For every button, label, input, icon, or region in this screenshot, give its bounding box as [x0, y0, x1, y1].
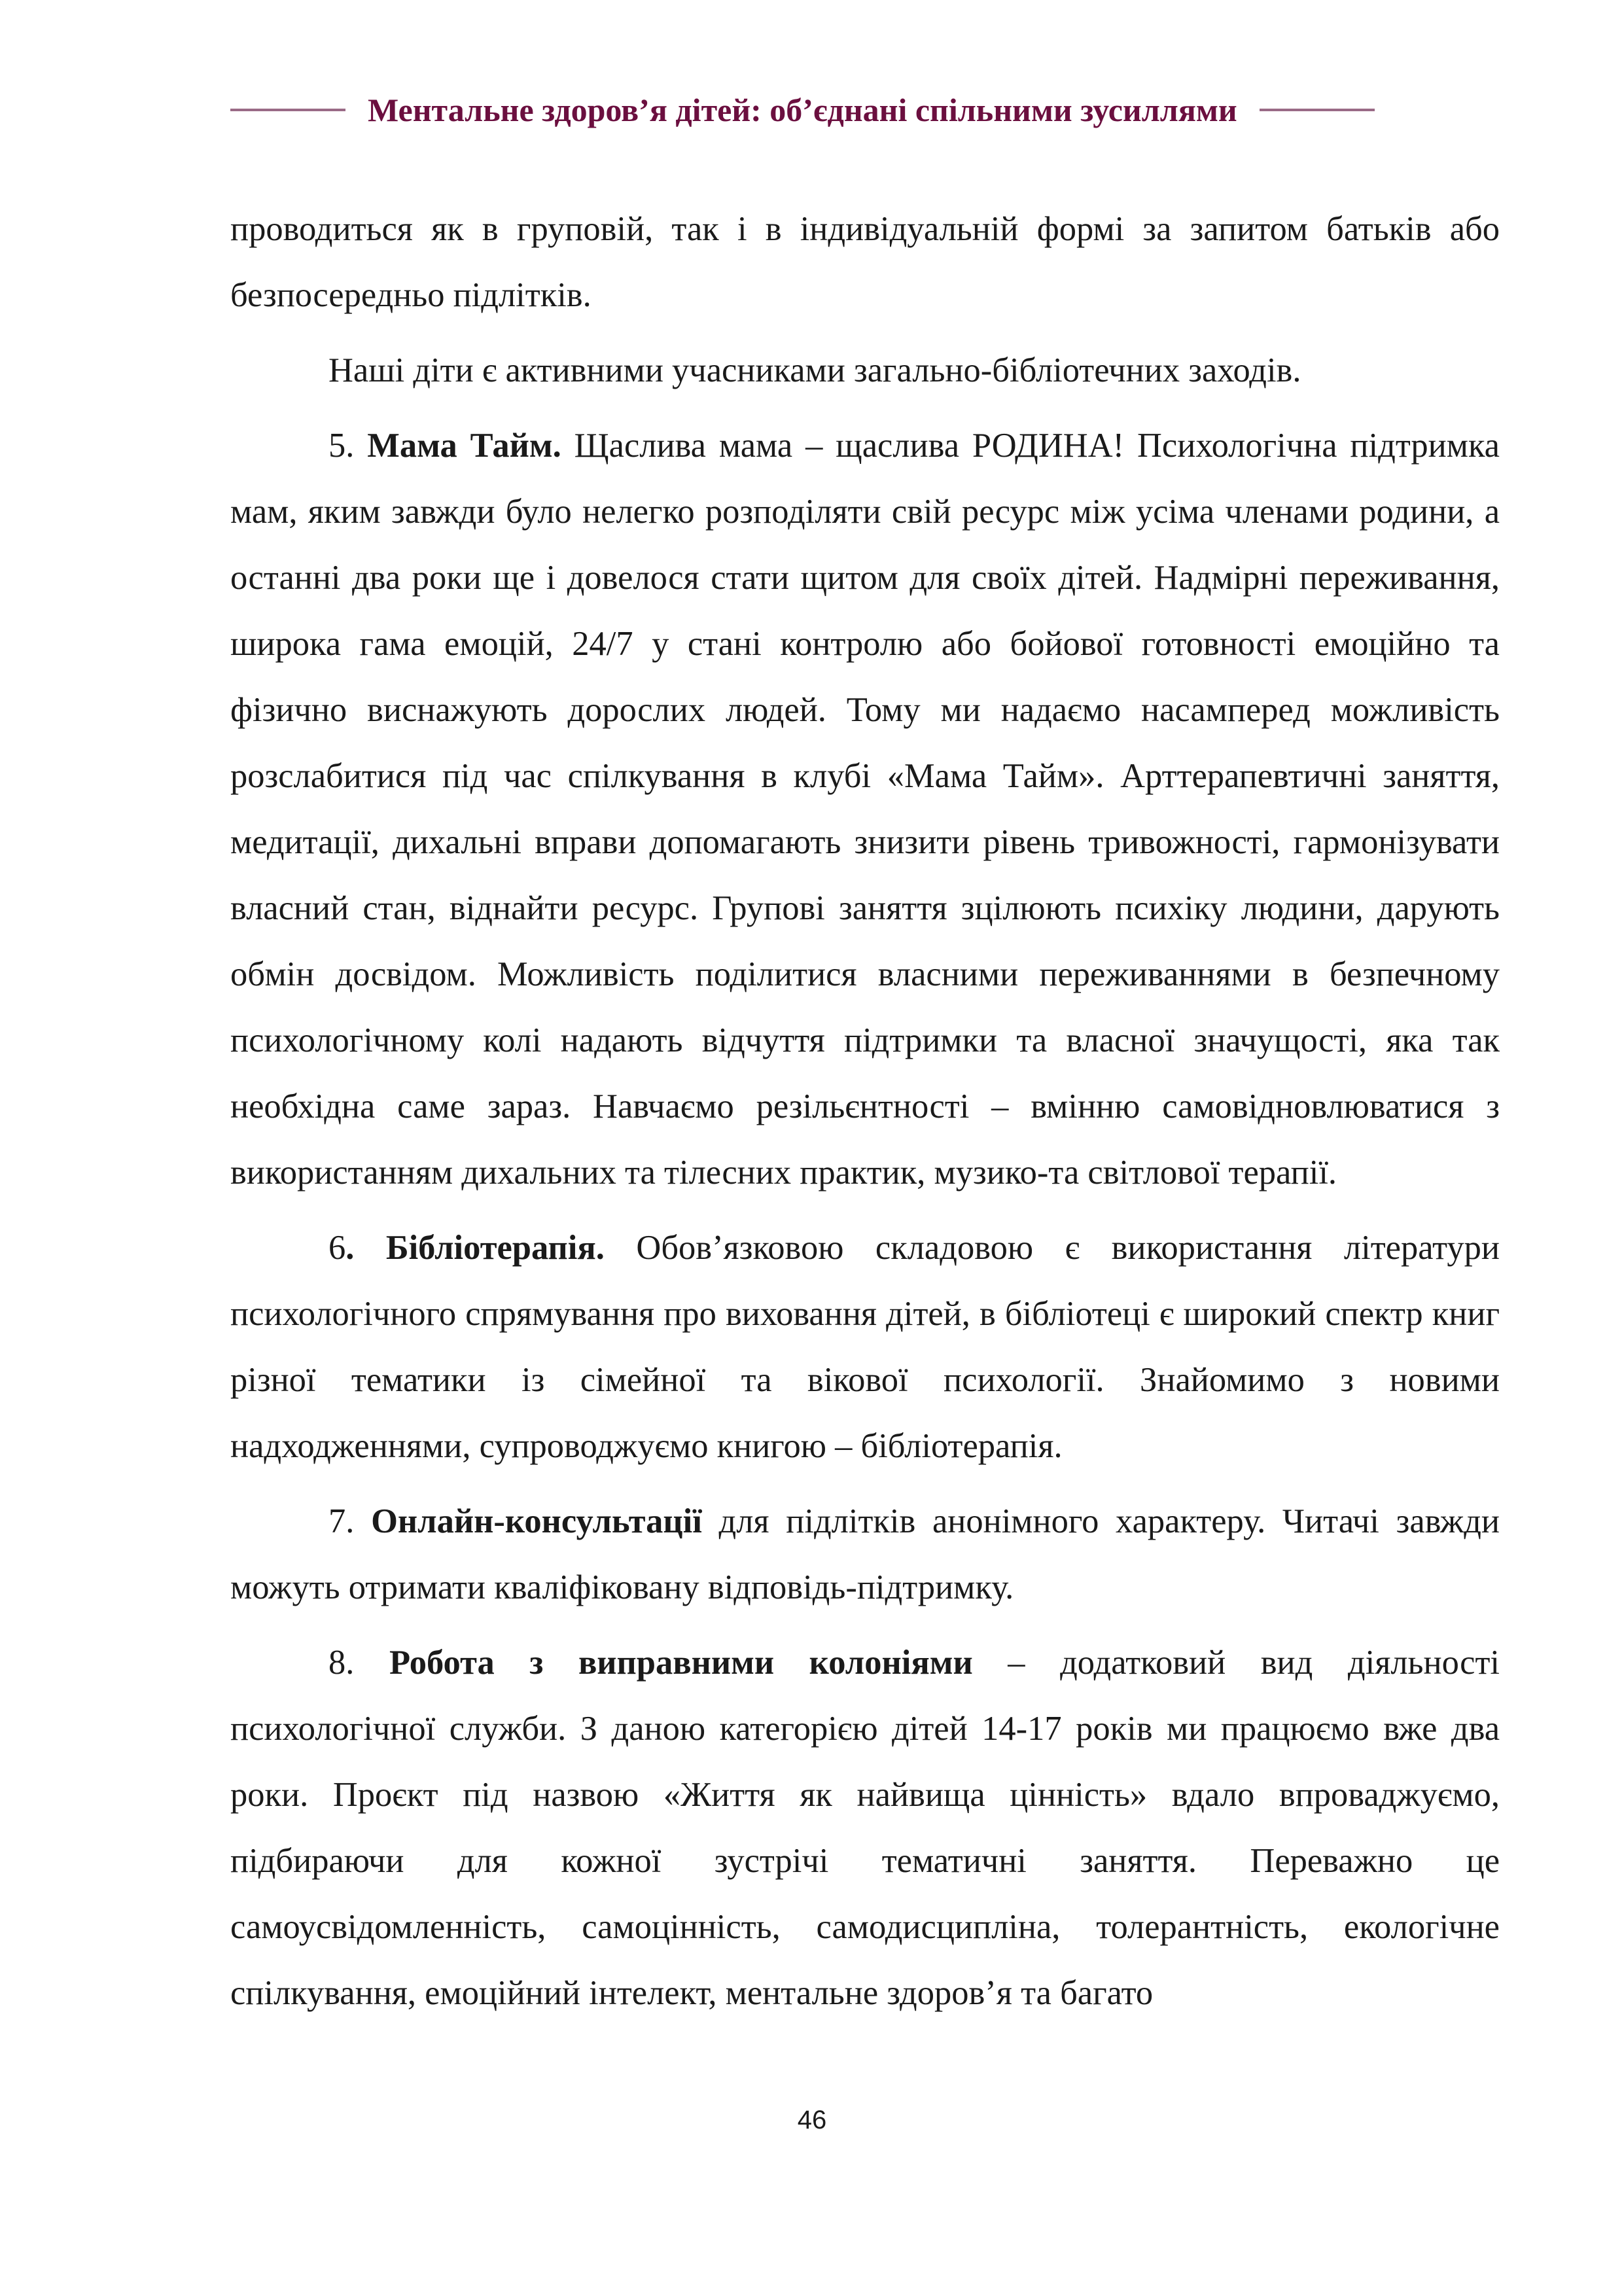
- item-heading: . Бібліотерапія.: [345, 1229, 605, 1267]
- paragraph-continuation: проводиться як в груповій, так і в індивідуальній формі за запитом батьків або безпосередньо підлітків.: [230, 210, 1500, 314]
- item-heading: Робота з виправними колоніями: [389, 1644, 973, 1682]
- item-number: 5.: [328, 427, 368, 465]
- item-heading: Мама Тайм.: [367, 427, 561, 465]
- item-number: 8.: [328, 1644, 389, 1682]
- item-number: 6: [328, 1229, 346, 1267]
- item-text: для підлітків анонімного характеру. Читачі завжди можуть отримати кваліфіковану відповідь-підтримку.: [230, 1502, 1500, 1606]
- item-text: Щаслива мама – щаслива РОДИНА! Психологічна підтримка мам, яким завжди було нелегко розподіляти свій ресурс між усіма членами родини, а останні два роки ще і довелося стати щитом для своїх дітей. Надмірні переживання, широка гама емоцій, 24/7 у стані контролю або бойової готовності емоційно та фізично виснажують дорослих людей. Тому ми надаємо насамперед можливість розслабитися під час спілкування в клубі «Мама Тайм». Арттерапевтичні заняття, медитації, дихальні вправи допомагають знизити рівень тривожності, гармонізувати власний стан, віднайти ресурс. Групові заняття зцілюють психіку людини, дарують обмін досвідом. Можливість поділитися власними переживаннями в безпечному психологічному колі надають відчуття підтримки та власної значущості, яка так необхідна саме зараз. Навчаємо резільєнтності – вмінню самовідновлюватися з використанням дихальних та тілесних практик, музико-та світлової терапії.: [230, 427, 1500, 1192]
- running-header: [230, 84, 1500, 136]
- item-number: 7.: [328, 1502, 372, 1540]
- paragraph-bibliotherapy: [230, 1215, 1500, 1479]
- page-number: 46: [797, 2106, 827, 2134]
- item-text: Обов’язковою складовою є використання літератури психологічного спрямування про виховання дітей, в бібліотеці є широкий спектр книг різної тематики із сімейної та вікової психології. Знайомимо з новими надходженнями, супроводжуємо книгою – бібліотерапія.: [230, 1229, 1500, 1465]
- header-rule-left: [230, 109, 345, 111]
- item-heading: Онлайн-консультації: [371, 1502, 702, 1540]
- header-title: Ментальне здоров’я дітей: об’єднані спільними зусиллями: [368, 92, 1237, 128]
- paragraph-online-consultations: [230, 1489, 1500, 1621]
- paragraph-library-events: Наші діти є активними учасниками загально-бібліотечних заходів.: [328, 351, 1301, 389]
- page-body: [230, 196, 1500, 2026]
- paragraph-mama-time: [230, 413, 1500, 1206]
- item-text: – додатковий вид діяльності психологічної служби. З даною категорією дітей 14-17 років ми працюємо вже два роки. Проєкт під назвою «Життя як найвища цінність» вдало впроваджуємо, підбираючи для кожної зустрічі тематичні заняття. Переважно це самоусвідомленність, самоцінність, самодисципліна, толерантність, екологічне спілкування, емоційний інтелект, ментальне здоров’я та багато: [230, 1644, 1500, 2012]
- paragraph-correctional-colonies: [230, 1630, 1500, 2026]
- header-rule-right: [1260, 109, 1375, 111]
